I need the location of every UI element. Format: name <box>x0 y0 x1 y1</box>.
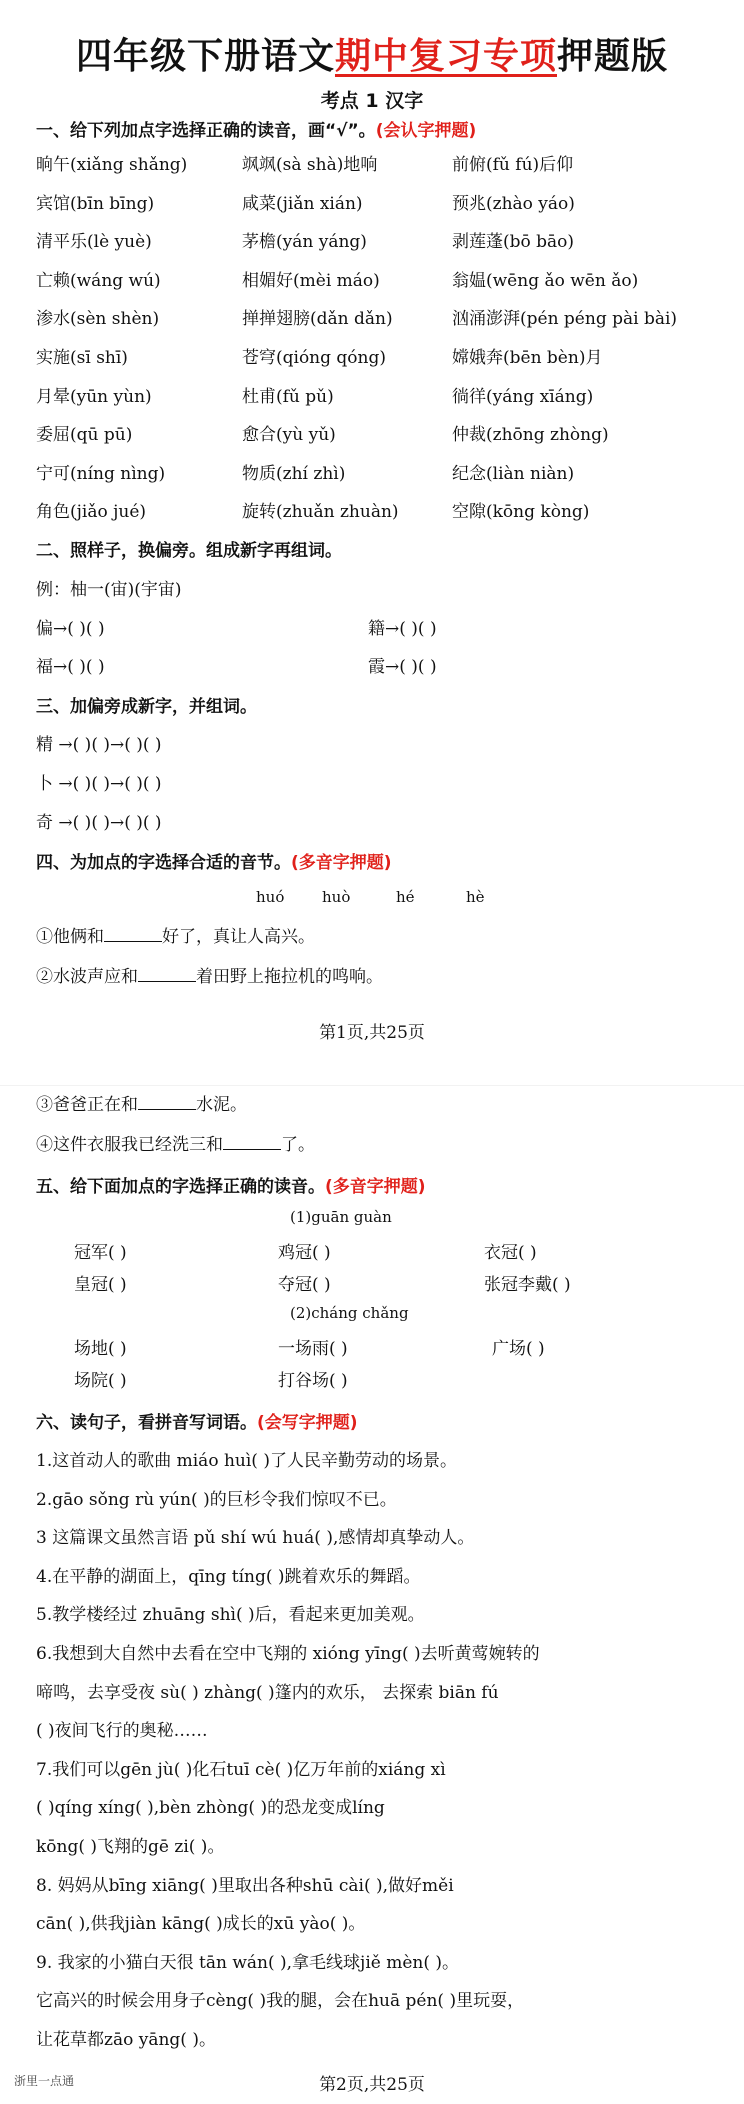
reading-choice-item[interactable]: 空隙(kōng kòng) <box>452 502 590 523</box>
reading-choice-item[interactable]: 苍穹(qióng qóng) <box>242 348 387 368</box>
sentence-line: 3 这篇课文虽然言语 pǔ shí wú huá( ),感情却真挚动人。 <box>36 1528 475 1549</box>
fill-item: ③爸爸正在和 水泥。 <box>36 1095 247 1115</box>
answer-blank[interactable] <box>138 1095 196 1110</box>
choice-item: 冠军( ) <box>74 1243 127 1263</box>
reading-choice-item[interactable]: 仲裁(zhōng zhòng) <box>452 425 609 446</box>
sentence-line: 啼鸣，去享受夜 sù( ) zhàng( )篷内的欢乐， 去探索 biān fú <box>36 1682 499 1703</box>
choice-item: 打谷场( ) <box>278 1371 348 1391</box>
reading-choice-item[interactable]: 翁媪(wēng ǎo wēn ǎo) <box>452 270 639 291</box>
reading-choice-item[interactable]: 徜徉(yáng xīáng) <box>452 386 594 407</box>
reading-choice-item[interactable]: 渗水(sèn shèn) <box>36 309 160 330</box>
pinyin-option: huó <box>256 888 285 906</box>
fill-item: ②水波声应和 着田野上拖拉机的鸣响。 <box>36 967 383 987</box>
sentence-line: 8. 妈妈从bīng xiāng( )里取出各种shū cài( ),做好měi <box>36 1875 454 1896</box>
group-label: (2)cháng chǎng <box>290 1304 409 1322</box>
choice-item: 皇冠( ) <box>74 1275 127 1295</box>
reading-choice-item[interactable]: 相媚好(mèi máo) <box>242 270 380 291</box>
section-5-heading: 五、给下面加点的字选择正确的读音。(多音字押题) <box>36 1177 426 1197</box>
sentence-line: 9. 我家的小猫白天很 tān wán( ),拿毛线球jiě mèn( )。 <box>36 1952 460 1973</box>
pinyin-option: hè <box>466 888 485 906</box>
section-2-heading: 二、照样子，换偏旁。组成新字再组词。 <box>36 541 342 561</box>
reading-choice-item[interactable]: 亡赖(wáng wú) <box>36 270 161 291</box>
choice-item: 广场( ) <box>492 1339 545 1359</box>
pinyin-option: huò <box>322 888 351 906</box>
reading-choice-item[interactable]: 委屈(qū pū) <box>36 425 133 446</box>
page-divider <box>0 1085 744 1086</box>
sentence-line: 7.我们可以gēn jù( )化石tuī cè( )亿万年前的xiáng xì <box>36 1759 446 1780</box>
sentence-line: ( )qíng xíng( ),bèn zhòng( )的恐龙变成líng <box>36 1798 385 1819</box>
section-4-heading: 四、为加点的字选择合适的音节。(多音字押题) <box>36 853 392 873</box>
reading-choice-item[interactable]: 物质(zhí zhì) <box>242 463 346 484</box>
fill-item: ①他俩和 好了，真让人高兴。 <box>36 927 315 947</box>
reading-choice-item[interactable]: 汹涌澎湃(pén péng pài bài) <box>452 309 678 330</box>
sentence-line: 让花草都zāo yāng( )。 <box>36 2030 216 2050</box>
reading-choice-item[interactable]: 清平乐(lè yuè) <box>36 232 152 253</box>
section-2-row: 籍→( )( ) <box>368 619 437 639</box>
reading-choice-item[interactable]: 掸掸翅膀(dǎn dǎn) <box>242 309 393 330</box>
fill-item: ④这件衣服我已经洗三和 了。 <box>36 1135 315 1155</box>
section-3-heading: 三、加偏旁成新字，并组词。 <box>36 697 257 717</box>
sentence-line: cān( ),供我jiàn kāng( )成长的xū yào( )。 <box>36 1914 366 1935</box>
section-3-row: 卜 →( )( )→( )( ) <box>36 774 162 794</box>
answer-blank[interactable] <box>104 927 162 942</box>
watermark: 浙里一点通 <box>14 2074 75 2088</box>
sentence-line: 6.我想到大自然中去看在空中飞翔的 xióng yīng( )去听黄莺婉转的 <box>36 1644 540 1664</box>
sentence-line: 1.这首动人的歌曲 miáo huì( )了人民辛勤劳动的场景。 <box>36 1451 457 1471</box>
section-3-row: 奇 →( )( )→( )( ) <box>36 813 162 833</box>
reading-choice-item[interactable]: 预兆(zhào yáo) <box>452 193 575 214</box>
sentence-line: 4.在平静的湖面上，qīng tíng( )跳着欢乐的舞蹈。 <box>36 1566 421 1587</box>
reading-choice-item[interactable]: 茅檐(yán yáng) <box>242 232 367 253</box>
reading-choice-item[interactable]: 旋转(zhuǎn zhuàn) <box>242 502 399 523</box>
page-subtitle: 考点 1 汉字 <box>320 90 424 112</box>
choice-item: 场地( ) <box>74 1339 127 1359</box>
reading-choice-item[interactable]: 咸菜(jiǎn xián) <box>242 193 363 214</box>
section-2-example: 例：柚一(宙)(宇宙) <box>36 580 182 600</box>
choice-item: 张冠李戴( ) <box>484 1275 571 1295</box>
sentence-line: 5.教学楼经过 zhuāng shì( )后，看起来更加美观。 <box>36 1605 425 1626</box>
section-2-row: 霞→( )( ) <box>368 657 437 677</box>
sentence-line: 2.gāo sǒng rù yún( )的巨杉令我们惊叹不已。 <box>36 1489 397 1510</box>
reading-choice-item[interactable]: 前俯(fǔ fú)后仰 <box>452 155 574 175</box>
reading-choice-item[interactable]: 剥莲蓬(bō bāo) <box>452 232 575 253</box>
reading-choice-item[interactable]: 杜甫(fǔ pǔ) <box>242 386 334 407</box>
page-number: 第2页,共25页 <box>319 2075 425 2095</box>
group-label: (1)guān guàn <box>290 1208 392 1226</box>
section-3-row: 精 →( )( )→( )( ) <box>36 735 162 755</box>
choice-item: 夺冠( ) <box>278 1275 331 1295</box>
answer-blank[interactable] <box>223 1135 281 1150</box>
choice-item: 场院( ) <box>74 1371 127 1391</box>
sentence-line: kōng( )飞翔的gē zi( )。 <box>36 1837 225 1857</box>
reading-choice-item[interactable]: 宾馆(bīn bīng) <box>36 193 155 214</box>
reading-choice-item[interactable]: 月晕(yūn yùn) <box>36 386 152 407</box>
reading-choice-item[interactable]: 实施(sī shī) <box>36 348 128 368</box>
reading-choice-item[interactable]: 纪念(liàn niàn) <box>452 463 575 484</box>
title-highlight: 期中复习专项 <box>334 36 557 77</box>
reading-choice-item[interactable]: 角色(jiǎo jué) <box>36 502 147 523</box>
section-1-heading: 一、给下列加点字选择正确的读音，画“√”。(会认字押题) <box>36 121 477 141</box>
sentence-line: ( )夜间飞行的奥秘…… <box>36 1721 208 1742</box>
choice-item: 一场雨( ) <box>278 1339 348 1359</box>
reading-choice-item[interactable]: 飒飒(sà shà)地响 <box>242 155 378 175</box>
reading-choice-item[interactable]: 愈合(yù yǔ) <box>242 425 336 446</box>
reading-choice-item[interactable]: 嫦娥奔(bēn bèn)月 <box>452 348 603 368</box>
answer-blank[interactable] <box>138 967 196 982</box>
choice-item: 衣冠( ) <box>484 1243 537 1263</box>
page-title: 四年级下册语文期中复习专项押题版 <box>75 36 669 77</box>
sentence-line: 它高兴的时候会用身子cèng( )我的腿，会在huā pén( )里玩耍， <box>36 1991 525 2012</box>
section-2-row: 偏→( )( ) <box>36 619 105 639</box>
reading-choice-item[interactable]: 晌午(xiǎng shǎng) <box>36 155 188 175</box>
choice-item: 鸡冠( ) <box>278 1243 331 1263</box>
reading-choice-item[interactable]: 宁可(níng nìng) <box>36 463 166 484</box>
pinyin-option: hé <box>396 888 415 906</box>
page-number: 第1页,共25页 <box>319 1023 425 1043</box>
section-2-row: 福→( )( ) <box>36 657 105 677</box>
section-6-heading: 六、读句子，看拼音写词语。(会写字押题) <box>36 1413 358 1433</box>
